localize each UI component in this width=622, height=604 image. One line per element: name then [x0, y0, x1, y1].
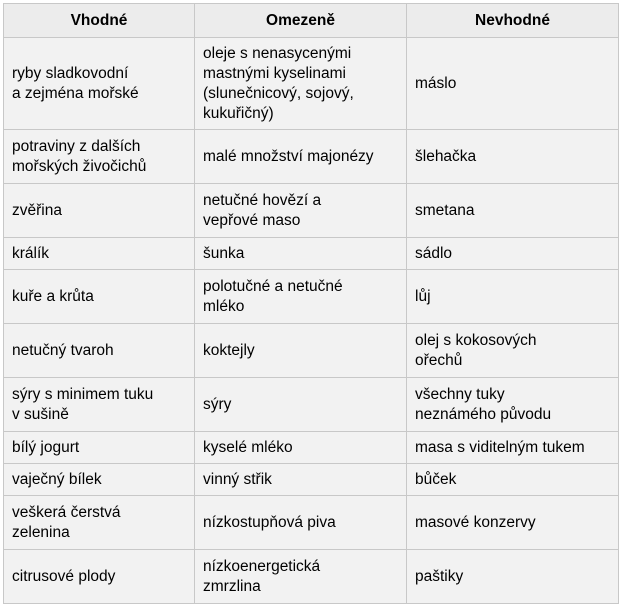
- cell-limited: polotučné a netučné mléko: [195, 270, 407, 324]
- table-row: [4, 130, 619, 184]
- cell-unsuitable: máslo: [407, 38, 619, 130]
- cell-limited: koktejly: [195, 324, 407, 378]
- cell-limited: sýry: [195, 378, 407, 432]
- cell-suitable: bílý jogurt: [4, 432, 195, 464]
- header-limited: Omezeně: [195, 4, 407, 38]
- header-suitable: Vhodné: [4, 4, 195, 38]
- table-row: [4, 496, 619, 550]
- cell-limited: oleje s nenasycenými mastnými kyselinami (slunečnicový, sojový, kukuřičný): [195, 38, 407, 130]
- cell-suitable: citrusové plody: [4, 550, 195, 604]
- diet-food-table: [3, 3, 619, 604]
- table-row: [4, 38, 619, 130]
- table-row: [4, 432, 619, 464]
- table-row: [4, 378, 619, 432]
- diet-table-container: [3, 3, 618, 604]
- table-row: [4, 550, 619, 604]
- cell-suitable: sýry s minimem tuku v sušině: [4, 378, 195, 432]
- cell-suitable: ryby sladkovodní a zejména mořské: [4, 38, 195, 130]
- cell-unsuitable: sádlo: [407, 238, 619, 270]
- cell-suitable: vaječný bílek: [4, 464, 195, 496]
- header-row: [4, 4, 619, 38]
- cell-suitable: kuře a krůta: [4, 270, 195, 324]
- cell-suitable: zvěřina: [4, 184, 195, 238]
- table-row: [4, 184, 619, 238]
- cell-limited: netučné hovězí a vepřové maso: [195, 184, 407, 238]
- cell-unsuitable: masové konzervy: [407, 496, 619, 550]
- cell-suitable: netučný tvaroh: [4, 324, 195, 378]
- cell-limited: nízkoenergetická zmrzlina: [195, 550, 407, 604]
- cell-unsuitable: masa s viditelným tukem: [407, 432, 619, 464]
- cell-limited: šunka: [195, 238, 407, 270]
- table-row: [4, 324, 619, 378]
- cell-unsuitable: šlehačka: [407, 130, 619, 184]
- cell-unsuitable: olej s kokosových ořechů: [407, 324, 619, 378]
- cell-unsuitable: paštiky: [407, 550, 619, 604]
- cell-unsuitable: všechny tuky neznámého původu: [407, 378, 619, 432]
- cell-limited: vinný střik: [195, 464, 407, 496]
- cell-unsuitable: bůček: [407, 464, 619, 496]
- cell-limited: malé množství majonézy: [195, 130, 407, 184]
- table-row: [4, 464, 619, 496]
- cell-limited: nízkostupňová piva: [195, 496, 407, 550]
- cell-suitable: potraviny z dalších mořských živočichů: [4, 130, 195, 184]
- cell-unsuitable: lůj: [407, 270, 619, 324]
- table-row: [4, 238, 619, 270]
- cell-limited: kyselé mléko: [195, 432, 407, 464]
- table-row: [4, 270, 619, 324]
- cell-unsuitable: smetana: [407, 184, 619, 238]
- cell-suitable: veškerá čerstvá zelenina: [4, 496, 195, 550]
- cell-suitable: králík: [4, 238, 195, 270]
- header-unsuitable: Nevhodné: [407, 4, 619, 38]
